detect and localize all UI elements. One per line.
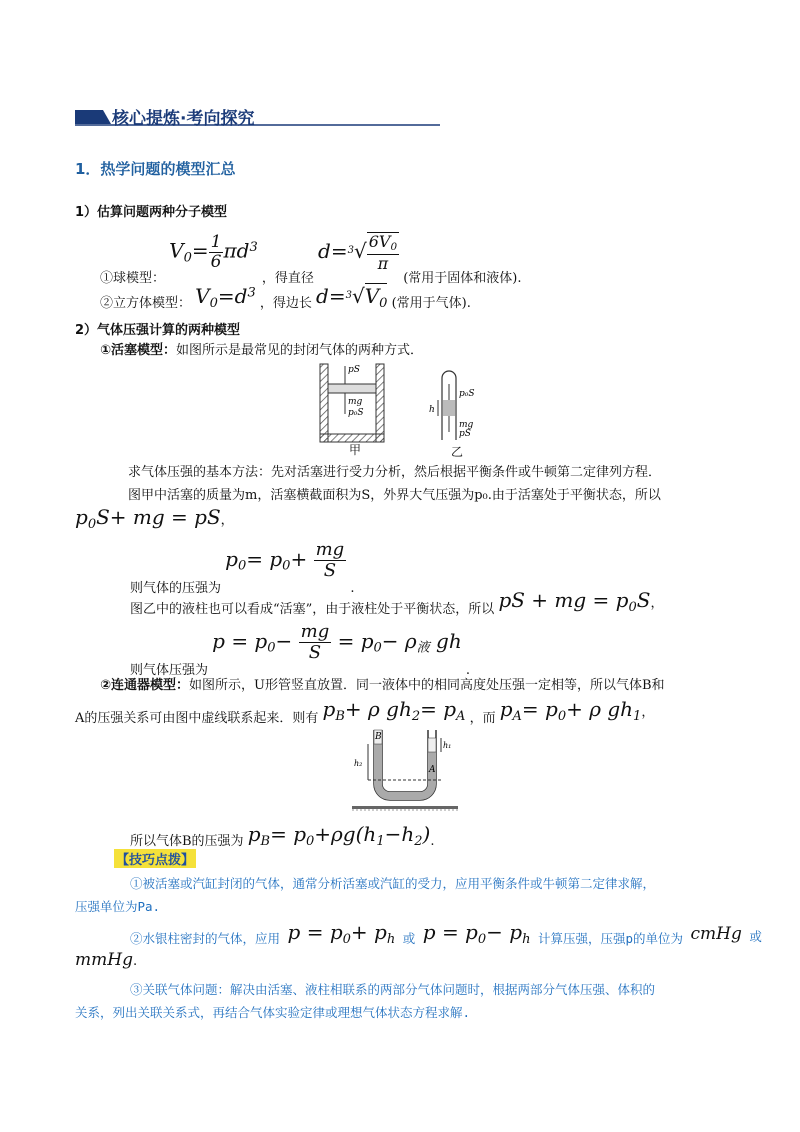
period-d: . xyxy=(132,954,138,969)
fig-a-caption: 甲 xyxy=(349,443,362,457)
label-h2: h₂ xyxy=(354,759,363,768)
ball-mid: ，得直径 xyxy=(261,271,314,287)
connector-title: ②连通器模型： xyxy=(100,678,190,693)
period-b: . xyxy=(465,662,471,678)
unit-cmhg: cmHg xyxy=(690,924,742,944)
fig-a-desc: 图甲中活塞的质量为m，活塞横截面积为S，外界大气压强为p₀.由于活塞处于平衡状态，所以 xyxy=(128,488,661,503)
ball-label: ①球模型： xyxy=(100,271,166,287)
cube-label: ②立方体模型： xyxy=(100,296,192,311)
tip3b: 关系，列出关联关系式，再结合气体实验定律或理想气体状态方程求解. xyxy=(75,1005,471,1020)
period-a: . xyxy=(350,580,355,596)
ball-model-line xyxy=(100,228,522,287)
tip2-or: 或 xyxy=(402,931,416,946)
tip2-line2 xyxy=(75,950,137,970)
cube-mid: ，得边长 xyxy=(259,296,312,311)
label-p0S-b: p₀S xyxy=(459,389,475,399)
comma-b: ， xyxy=(650,596,664,611)
liquid-balance-formula: pS + mg = $p_0S$ xyxy=(498,588,651,615)
connector-formula1: $p_B+ \rho$ $gh_2= p_A$ xyxy=(322,697,466,724)
label-p0S: p₀S xyxy=(348,408,364,418)
cube-model-line xyxy=(100,284,471,311)
tip1b: 压强单位为Pa. xyxy=(75,899,161,914)
and-text: ，而 xyxy=(469,711,496,726)
fig-b-desc-line xyxy=(130,588,663,615)
label-A: A xyxy=(429,765,436,775)
tip1a: ①被活塞或汽缸封闭的气体，通常分析活塞或汽缸的受力，应用平衡条件或牛顿第二定律求解， xyxy=(130,876,656,891)
ball-formula: $V_0=$ $\frac{1}{6}$ $\pi d^3$ xyxy=(169,232,258,273)
gas-pressure-b-formula: $p = p_0-$ $\frac{mg}{S}$ = $p_0- \rho_液$ gh xyxy=(212,621,462,663)
comma: ， xyxy=(220,513,234,528)
tip3a: ③关联气体问题：解决由活塞、液柱相联系的两部分气体问题时，根据两部分气体压强、体积的 xyxy=(130,982,656,997)
figure-u-tube xyxy=(352,726,458,812)
figure-liquid-column-tube xyxy=(428,370,488,450)
result-formula: $p_B= p_0+\rho g(h_1-h_2)$ xyxy=(247,822,431,849)
piston-equation-line xyxy=(75,505,234,532)
comma-c: ， xyxy=(641,705,655,720)
label-h: h xyxy=(429,405,435,415)
ball-note: (常用于固体和液体). xyxy=(403,271,522,287)
label-mg-b: mg xyxy=(459,420,474,430)
ball-diameter-formula: d=$^3$√ $\frac{6V_0}{\pi}$ xyxy=(318,232,398,273)
connector-line2 xyxy=(75,697,654,724)
connector-desc: 如图所示，U形管竖直放置．同一液体中的相同高度处压强一定相等，所以气体B和 xyxy=(189,678,665,693)
part1-heading: 1）估算问题两种分子模型 xyxy=(75,205,228,220)
tip2b: 计算压强，压强p的单位为 xyxy=(537,931,683,946)
fig-b-desc: 图乙中的液柱也可以看成“活塞”，由于液柱处于平衡状态，所以 xyxy=(130,602,495,617)
label-pS: pS xyxy=(348,365,360,375)
gas-pressure-a-formula: $p_0= p_0+$ $\frac{mg}{S}$ xyxy=(225,539,345,581)
period-c: . xyxy=(430,834,435,849)
connector-desc2: A的压强关系可由图中虚线联系起来．则有 xyxy=(75,711,319,726)
piston-line xyxy=(100,339,423,358)
cube-formula: $V_0=d^3$ xyxy=(195,284,256,311)
cube-note: (常用于气体). xyxy=(391,296,471,311)
piston-balance-formula: $p_0S+$ mg = pS xyxy=(75,505,221,532)
gas-pressure-a-label: 则气体的压强为 xyxy=(130,580,222,596)
label-h1: h₁ xyxy=(443,741,452,750)
connector-line xyxy=(100,674,665,693)
piston-title: ①活塞模型： xyxy=(100,343,177,358)
tip2-or2: 或 xyxy=(749,929,762,944)
gas-pressure-a-line xyxy=(130,539,355,596)
unit-mmhg: mmHg xyxy=(75,950,133,970)
tip2a: ②水银柱密封的气体，应用 xyxy=(130,931,281,946)
part2-heading: 2）气体压强计算的两种模型 xyxy=(75,323,241,338)
tips-title: 【技巧点拨】 xyxy=(114,849,196,868)
label-B: B xyxy=(375,732,382,742)
piston-desc: 如图所示是最常见的封闭气体的两种方式． xyxy=(176,343,424,358)
method-text: 求气体压强的基本方法：先对活塞进行受力分析，然后根据平衡条件或牛顿第二定律列方程． xyxy=(128,465,662,480)
tip2-formula2: $p = p_0- p_h$ xyxy=(422,920,531,947)
sub-liquid: 液 xyxy=(416,640,430,656)
label-pS-b: pS xyxy=(459,429,471,439)
section-title: 1．热学问题的模型汇总 xyxy=(75,160,236,178)
tip2-formula1: $p = p_0+ p_h$ xyxy=(287,920,396,947)
gas-pressure-b-line xyxy=(130,621,471,678)
connector-formula2: $p_A= p_0+ \rho$ $gh_1$ xyxy=(499,697,642,724)
cube-edge-formula: $d=^3√V_0$ xyxy=(316,284,388,311)
label-mg: mg xyxy=(348,397,363,407)
result-line xyxy=(130,822,434,849)
result-text: 所以气体B的压强为 xyxy=(130,834,244,849)
gas-pressure-b-label: 则气体压强为 xyxy=(130,662,209,678)
fig-b-caption: 乙 xyxy=(451,445,464,459)
tip2-line xyxy=(130,920,762,947)
header-title: 核心提炼·考向探究 xyxy=(112,109,255,129)
